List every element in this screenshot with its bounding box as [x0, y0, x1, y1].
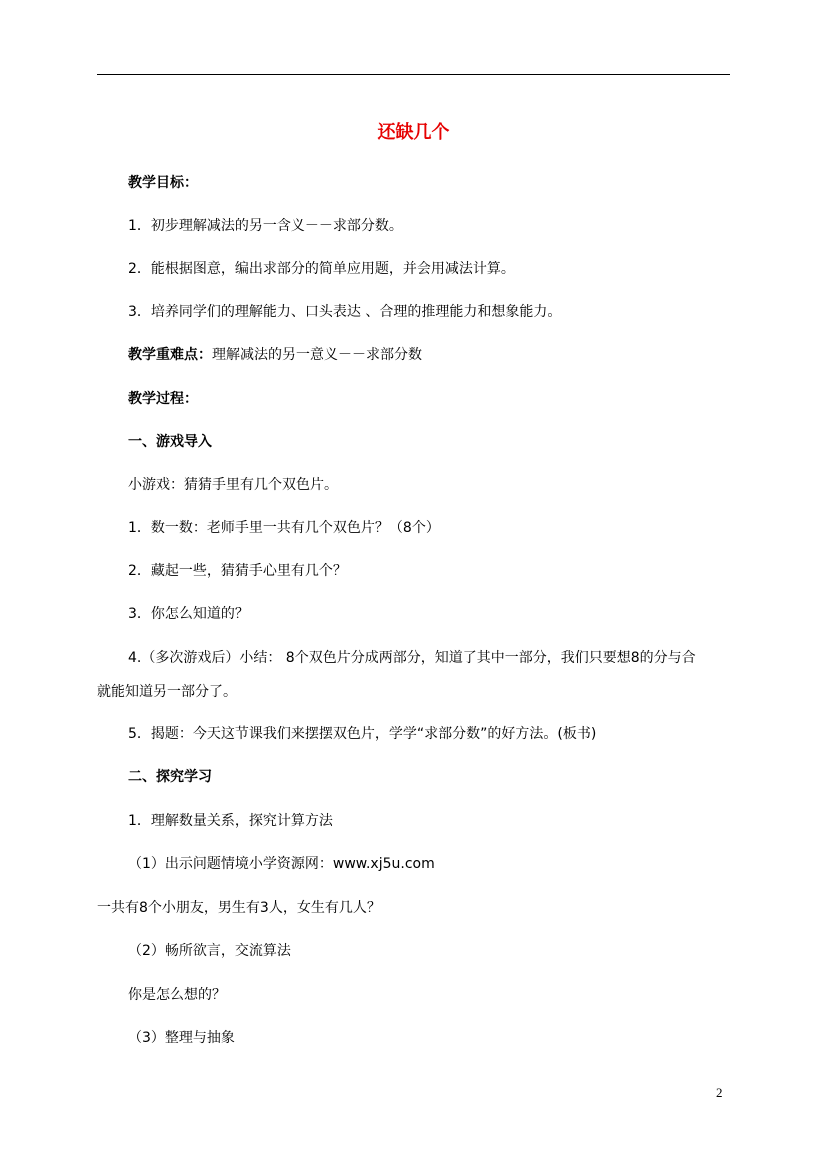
paragraph: 一共有8个小朋友，男生有3人，女生有几人？	[97, 900, 381, 916]
page-number: 2	[716, 1085, 723, 1100]
section-heading-intro: 一、游戏导入	[128, 434, 212, 450]
paragraph: 3．你怎么知道的？	[128, 606, 249, 622]
header-rule	[97, 74, 730, 75]
key-point-text: 理解减法的另一意义－－求部分数	[212, 347, 422, 363]
section-heading-process: 教学过程：	[128, 391, 198, 407]
paragraph-key-point	[128, 345, 730, 365]
paragraph: 1．数一数：老师手里一共有几个双色片？（8个）	[128, 520, 440, 536]
section-heading-explore: 二、探究学习	[128, 769, 212, 785]
page-title: 还缺几个	[377, 122, 450, 143]
paragraph: 1．初步理解减法的另一含义－－求部分数。	[128, 218, 403, 234]
paragraph: 3．培养同学们的理解能力、口头表达 、合理的推理能力和想象能力。	[128, 304, 562, 320]
paragraph: 2．藏起一些，猜猜手心里有几个？	[128, 563, 347, 579]
paragraph-continuation: 就能知道另一部分了。	[97, 684, 237, 700]
section-heading-objectives: 教学目标：	[128, 175, 198, 191]
paragraph: （2）畅所欲言，交流算法	[128, 943, 291, 959]
paragraph: 你是怎么想的？	[128, 987, 226, 1003]
paragraph: 4.（多次游戏后）小结： 8个双色片分成两部分，知道了其中一部分，我们只要想8的分与合	[128, 650, 696, 666]
paragraph: 2．能根据图意，编出求部分的简单应用题，并会用减法计算。	[128, 261, 515, 277]
paragraph: 小游戏：猜猜手里有几个双色片。	[128, 477, 338, 493]
paragraph: （1）出示问题情境小学资源网：www.xj5u.com	[128, 856, 435, 872]
key-point-label: 教学重难点：	[128, 347, 212, 363]
paragraph: 5．揭题：今天这节课我们来摆摆双色片，学学“求部分数”的好方法。(板书)	[128, 726, 597, 742]
paragraph: （3）整理与抽象	[128, 1030, 235, 1046]
paragraph: 1．理解数量关系，探究计算方法	[128, 813, 333, 829]
